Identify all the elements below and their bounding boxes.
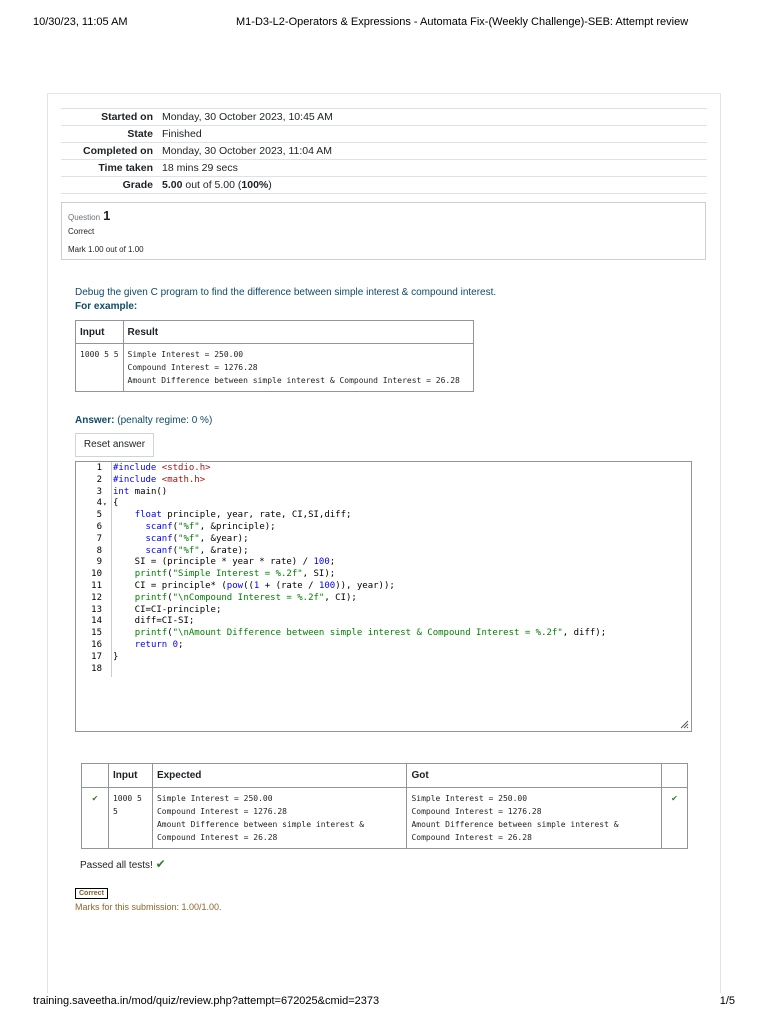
gutter-divider [111,462,112,677]
line-number: 13 [91,604,102,615]
line-number: 6 [96,522,102,532]
line-number: 1 [96,463,102,473]
code-line[interactable]: { [113,498,119,509]
grade-score: 5.00 [162,179,183,191]
fold-arrow-icon[interactable]: ▾ [103,501,107,509]
line-number: 14 [91,616,102,627]
code-line[interactable]: return 0; [134,640,184,650]
results-expected: Simple Interest = 250.00 Compound Interest = 1276.28 Amount Difference between simple interest & Compound Interest = 26.28 [152,788,407,849]
results-got: Simple Interest = 250.00 Compound Interest = 1276.28 Amount Difference between simple interest & Compound Interest = 26.28 [407,788,662,849]
results-header-result [662,764,688,788]
attempt-summary-table [61,108,707,194]
example-table [75,320,474,392]
summary-value: Monday, 30 October 2023, 10:45 AM [162,111,333,123]
line-number: 8 [96,545,102,556]
results-row [82,788,688,849]
code-line[interactable]: printf("\nAmount Difference between simple interest & Compound Interest = %.2f", diff); [134,628,607,639]
test-results-table [81,763,688,849]
pass-check-icon: ✔ [82,788,109,849]
summary-value: 18 mins 29 secs [162,162,238,174]
question-info-box [61,202,706,260]
code-line[interactable]: #include <math.h> [113,474,206,485]
example-header-result: Result [123,321,473,344]
marks-for-submission: Marks for this submission: 1.00/1.00. [75,902,222,912]
line-number: 17 [91,651,102,662]
question-mark: Mark 1.00 out of 1.00 [68,245,144,254]
code-line[interactable]: int main() [113,486,168,497]
line-number: 7 [96,533,102,544]
line-number: 2 [96,474,102,485]
grade-value [162,177,707,194]
line-number: 16 [91,640,102,650]
code-editor[interactable] [75,461,692,732]
summary-row [61,126,707,143]
correct-badge: Correct [75,888,108,899]
results-input: 1000 5 5 [108,788,152,849]
question-number: 1 [103,208,111,223]
code-line[interactable]: printf("Simple Interest = %.2f", SI); [134,569,336,580]
passed-text: Passed all tests! [80,860,153,871]
print-date: 10/30/23, 11:05 AM [33,16,128,28]
line-number: 9 [96,557,102,568]
line-number: 5 [96,510,102,521]
editor-gutter [76,462,112,731]
example-header-input: Input [76,321,124,344]
answer-label [75,415,212,426]
grade-close: ) [268,179,272,191]
passed-all-tests [80,857,166,871]
example-result-line: Compound Interest = 1276.28 [127,363,258,372]
print-page-number: 1/5 [719,995,735,1007]
line-number: 3 [96,486,102,497]
grade-out-of: out of 5.00 ( [182,179,242,191]
example-input: 1000 5 5 [76,344,124,392]
reset-answer-button[interactable]: Reset answer [75,433,154,457]
code-line[interactable]: diff=CI-SI; [113,616,195,627]
code-line[interactable]: CI = principle* (pow((1 + (rate / 100)), year)); [113,581,395,591]
code-line[interactable]: scanf("%f", &rate); [145,545,249,556]
result-check-icon: ✔ [662,788,688,849]
code-line[interactable]: scanf("%f", &year); [145,533,249,544]
code-line[interactable]: scanf("%f", &principle); [145,522,276,532]
example-row [76,344,474,392]
example-header-row [76,321,474,344]
code-line[interactable]: CI=CI-principle; [113,604,222,615]
resize-handle-icon[interactable] [680,720,689,729]
question-label: Question [68,213,101,222]
summary-row-grade [61,177,707,194]
passed-check-icon: ✔ [155,857,166,871]
question-text: Debug the given C program to find the difference between simple interest & compound interest. [75,287,497,298]
example-result-line: Simple Interest = 250.00 [127,350,244,359]
example-result [123,344,473,392]
line-number: 11 [91,581,102,591]
summary-label: Completed on [83,145,153,157]
code-line[interactable]: SI = (principle * year * rate) / 100; [113,557,336,568]
penalty-regime: (penalty regime: 0 %) [117,415,213,426]
code-line[interactable]: printf("\nCompound Interest = %.2f", CI); [134,592,357,603]
summary-value: Monday, 30 October 2023, 11:04 AM [162,145,333,157]
results-header-row [82,764,688,788]
print-url: training.saveetha.in/mod/quiz/review.php?attempt=672025&cmid=2373 [33,995,380,1007]
answer-title: Answer: [75,415,115,426]
line-number: 10 [91,569,102,580]
code-line[interactable]: } [113,651,119,662]
line-number: 4 [96,498,102,509]
summary-label: Started on [101,111,153,123]
summary-label: State [127,128,153,140]
print-title: M1-D3-L2-Operators & Expressions - Automata Fix-(Weekly Challenge)-SEB: Attempt review [236,16,689,28]
for-example-heading: For example: [75,301,138,312]
code-line[interactable]: float principle, year, rate, CI,SI,diff; [134,510,352,521]
line-number: 15 [91,628,102,639]
grade-label: Grade [122,179,153,191]
summary-value: Finished [162,128,202,140]
summary-row [61,160,707,177]
line-number: 18 [91,663,102,674]
results-header-expected: Expected [152,764,407,788]
grade-percent: 100% [241,179,269,191]
question-state: Correct [68,227,95,236]
example-result-line: Amount Difference between simple interest & Compound Interest = 26.28 [127,376,460,385]
code-line[interactable]: #include <stdio.h> [113,463,211,473]
summary-row [61,109,707,126]
results-header-status [82,764,109,788]
results-header-input: Input [108,764,152,788]
results-header-got: Got [407,764,662,788]
summary-label: Time taken [98,162,153,174]
summary-row [61,143,707,160]
line-number: 12 [91,592,102,603]
